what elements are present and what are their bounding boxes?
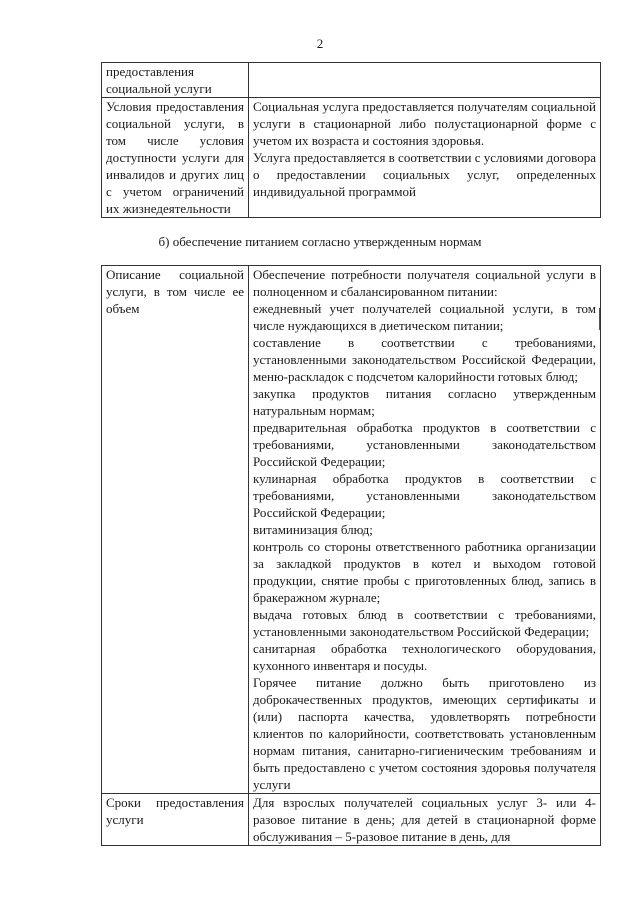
paragraph: контроль со стороны ответственного работника организации за закладкой продуктов в котел и выходом готовой продукции, снятие пробы с приготовленных блюд, запись в бракеражном журнале; [253, 539, 596, 605]
table-cell-label: Описание социальной услуги, в том числе ее объем [102, 266, 249, 794]
table-cell-content [249, 266, 601, 794]
table-row [102, 794, 601, 846]
paragraph: предварительная обработка продуктов в соответствии с требованиями, установленными законодательством Российской Федерации; [253, 420, 596, 469]
paragraph: Горячее питание должно быть приготовлено из доброкачественных продуктов, имеющих сертификаты и (или) паспорта качества, удовлетворять потребности клиентов по калорийности, соответствовать установленным нормам питания, санитарно-гигиеническим требованиям и быть предоставлено с учетом состояния здоровья получателя услуги [253, 675, 596, 792]
paragraph: Для взрослых получателей социальных услуг 3- или 4-разовое питание в день; для детей в стационарной форме обслуживания – 5-разовое питание в день, для [253, 795, 596, 844]
table-cell-label: предоставления социальной услуги [102, 63, 249, 98]
paragraph: составление в соответствии с требованиями, установленными законодательством Российской Федерации, меню-раскладок с подсчетом калорийности готовых блюд; [253, 335, 596, 384]
page-number: 2 [316, 36, 324, 51]
paragraph: Услуга предоставляется в соответствии с условиями договора о предоставлении социальных услуг, определенных индивидуальной программой [253, 150, 596, 199]
table-cell-content [249, 794, 601, 846]
table-cell-label: Условия предоставления социальной услуги, в том числе условия доступности услуги для инвалидов и других лиц с учетом ограничений их жизнедеятельности [102, 98, 249, 218]
table-row [102, 98, 601, 218]
table-cell-content [249, 98, 601, 218]
table-cell-content [249, 63, 601, 98]
table-row [102, 266, 601, 794]
paragraph: Социальная услуга предоставляется получателям социальной услуги в стационарной либо полустационарной форме с учетом их возраста и состояния здоровья. [253, 99, 596, 148]
paragraph: кулинарная обработка продуктов в соответствии с требованиями, установленными законодательством Российской Федерации; [253, 471, 596, 520]
service-conditions-table [101, 62, 601, 218]
scrollbar-marker [599, 308, 600, 330]
paragraph: выдача готовых блюд в соответствии с требованиями, установленными законодательством Российской Федерации; [253, 607, 596, 639]
table-row [102, 63, 601, 98]
section-subheading: б) обеспечение питанием согласно утвержденным нормам [158, 234, 482, 249]
paragraph: ежедневный учет получателей социальной услуги, в том числе нуждающихся в диетическом питании; [253, 301, 596, 333]
nutrition-service-table [101, 265, 601, 846]
paragraph: витаминизация блюд; [253, 522, 373, 537]
table-cell-label: Сроки предоставления услуги [102, 794, 249, 846]
paragraph: санитарная обработка технологического оборудования, кухонного инвентаря и посуды. [253, 641, 596, 673]
paragraph: закупка продуктов питания согласно утвержденным натуральным нормам; [253, 386, 596, 418]
paragraph: Обеспечение потребности получателя социальной услуги в полноценном и сбалансированном питании: [253, 267, 596, 299]
